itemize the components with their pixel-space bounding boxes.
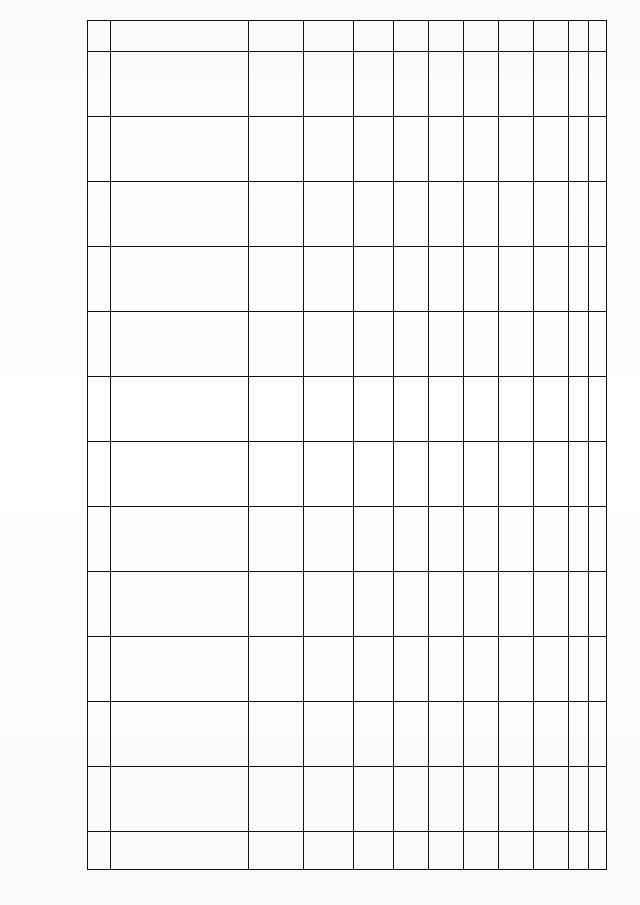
table-column-divider: [428, 21, 429, 869]
table-column-divider: [498, 21, 499, 869]
table-column-divider: [568, 21, 569, 869]
table-row-divider: [88, 441, 606, 442]
table-row-divider: [88, 506, 606, 507]
table-row-divider: [88, 636, 606, 637]
table-column-divider: [303, 21, 304, 869]
table-column-divider: [463, 21, 464, 869]
table-row-divider: [88, 246, 606, 247]
table-row-divider: [88, 831, 606, 832]
table-row-divider: [88, 376, 606, 377]
table-row-divider: [88, 116, 606, 117]
table-row-divider: [88, 766, 606, 767]
table-column-divider: [533, 21, 534, 869]
table-column-divider: [588, 21, 589, 869]
table-row-divider: [88, 181, 606, 182]
table-row-divider: [88, 311, 606, 312]
page-number: [39, 451, 63, 469]
table-row-divider: [88, 571, 606, 572]
table-header-divider: [88, 51, 606, 52]
table-column-divider: [393, 21, 394, 869]
table-column-divider: [110, 21, 111, 869]
table-column-divider: [353, 21, 354, 869]
data-table: [87, 20, 607, 870]
table-column-divider: [248, 21, 249, 869]
table-row-divider: [88, 701, 606, 702]
